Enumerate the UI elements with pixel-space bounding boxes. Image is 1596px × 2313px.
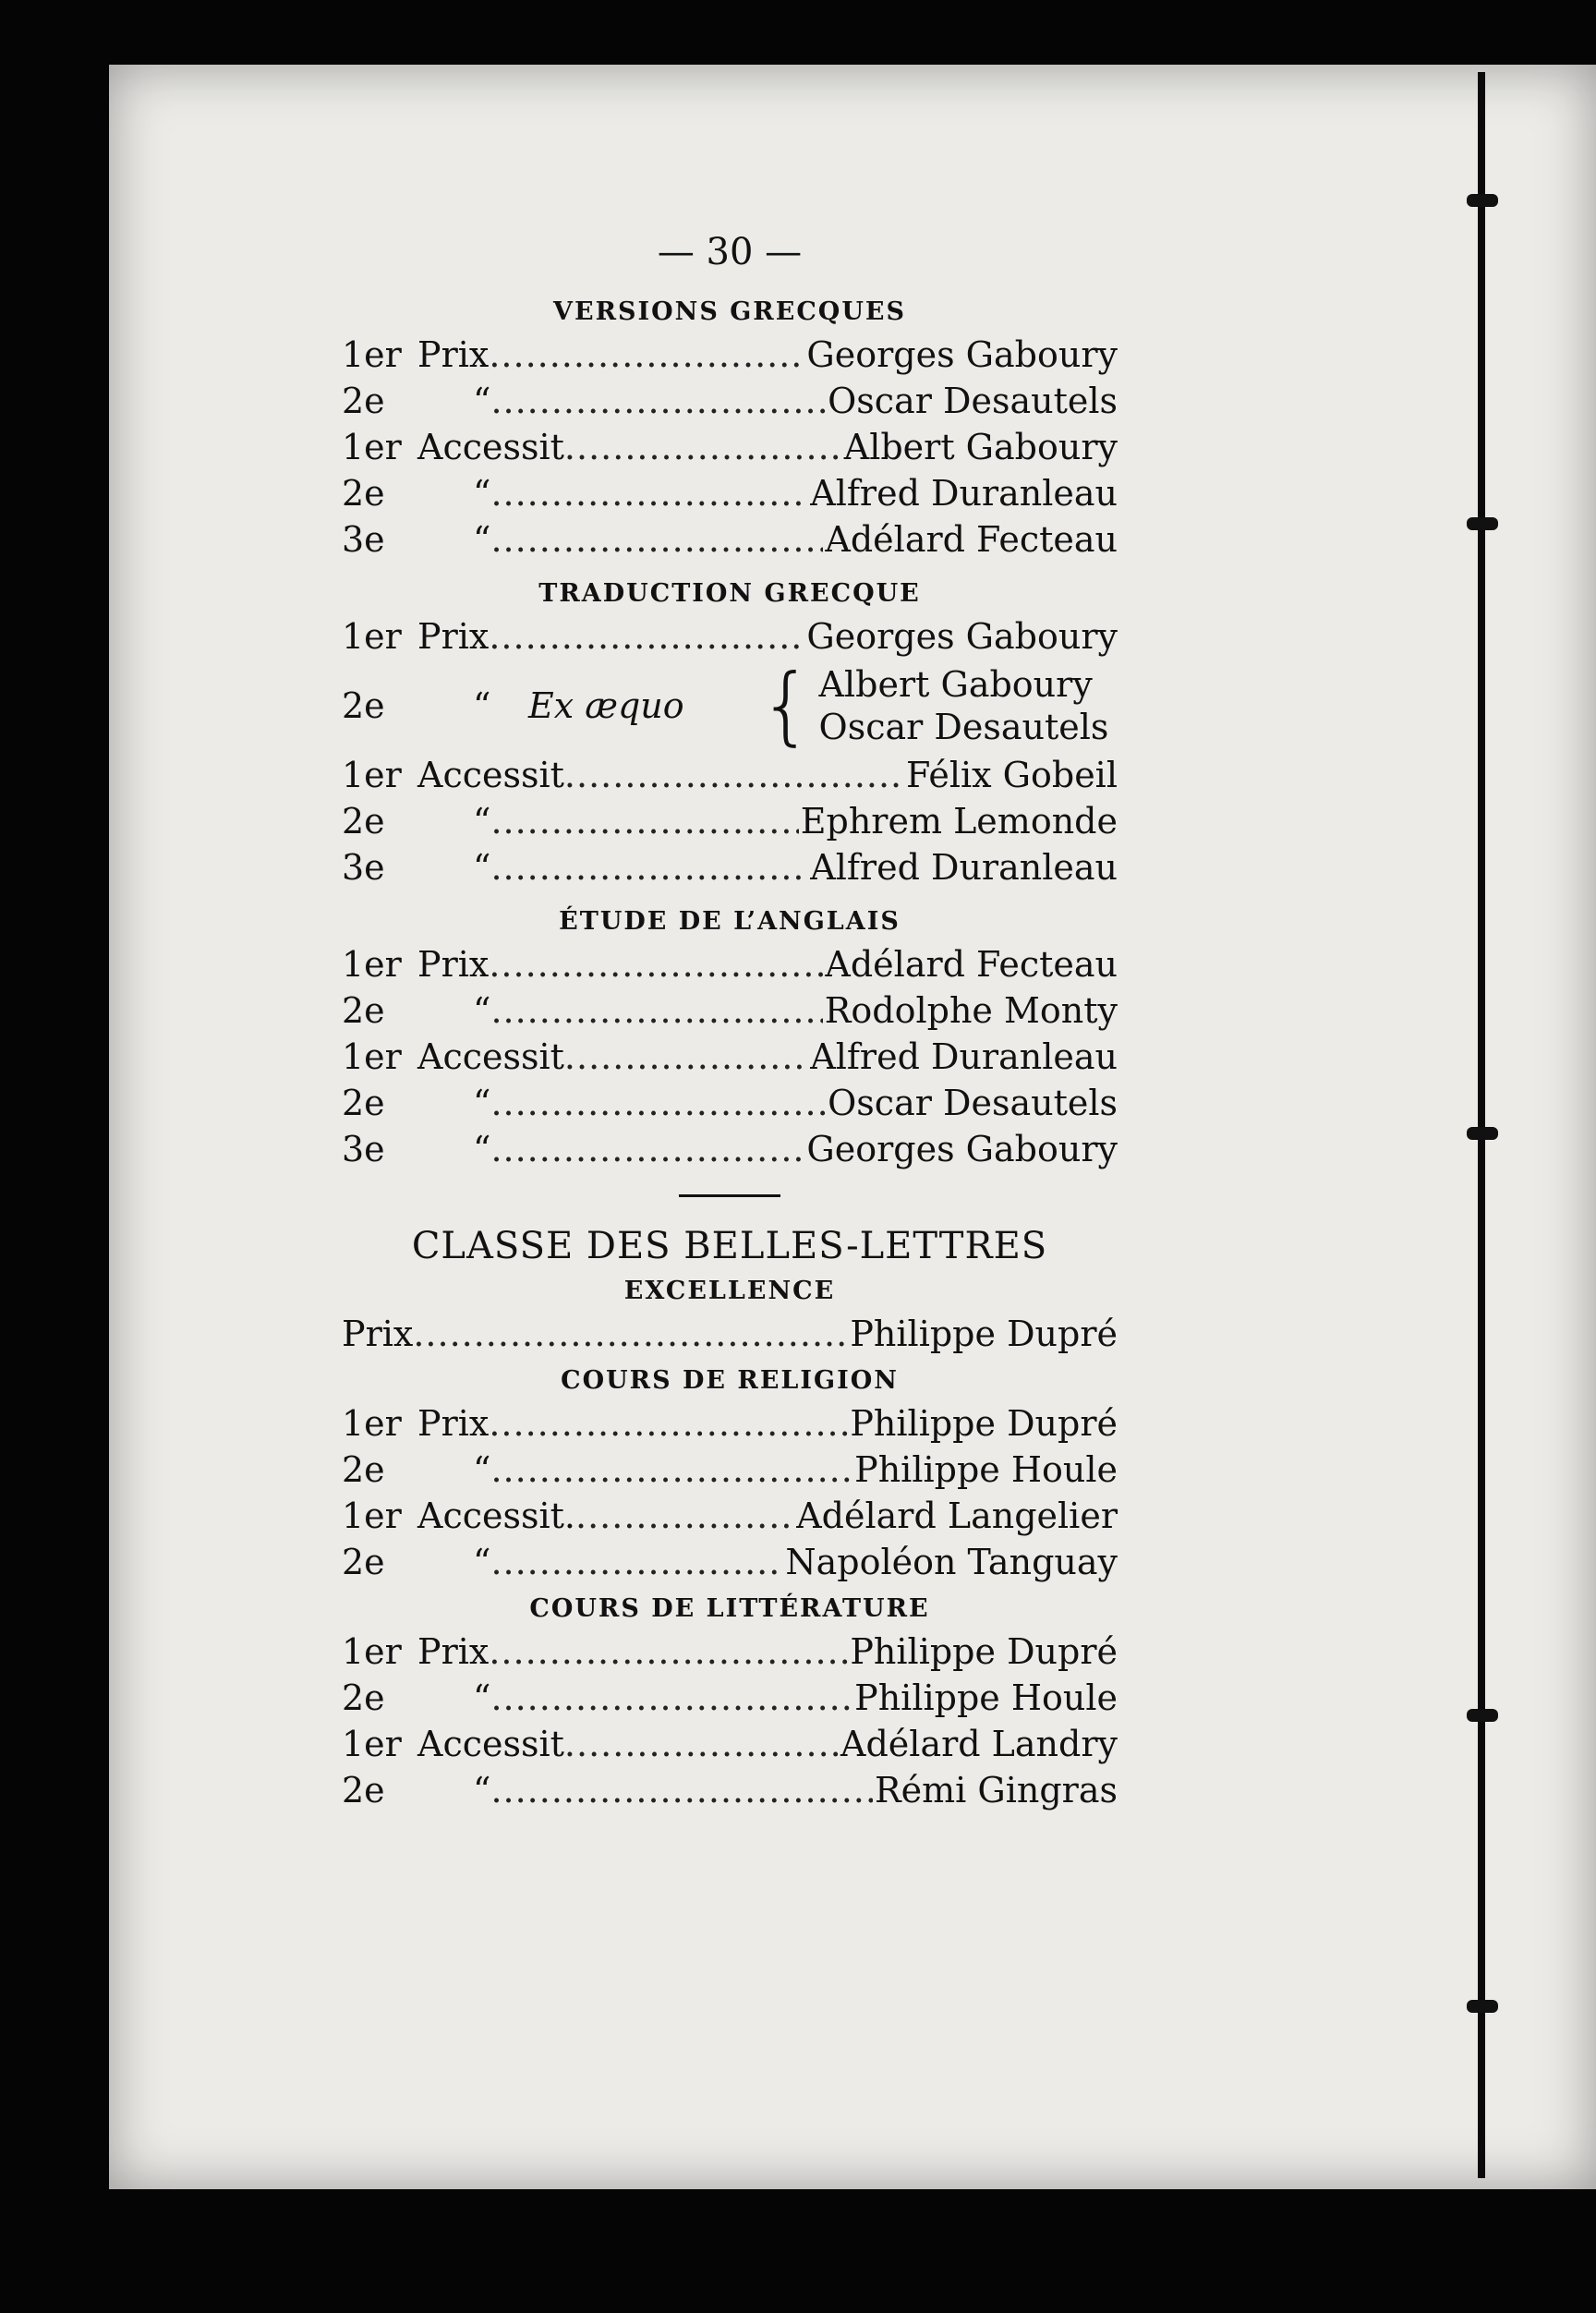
- prize-entry: [342, 1539, 1118, 1585]
- student-name: Philippe Houle: [854, 1449, 1118, 1490]
- award: Accessit: [417, 1724, 564, 1764]
- rank: 2e: [342, 1677, 385, 1718]
- award: “: [473, 1129, 491, 1169]
- award: Accessit: [417, 427, 564, 467]
- leader-dots: [490, 1675, 852, 1721]
- award: “: [473, 519, 491, 560]
- prize-entry: [342, 613, 1118, 660]
- prize-entry: [342, 1034, 1118, 1080]
- leader-dots: [490, 1126, 804, 1172]
- section-title: EXCELLENCE: [623, 1277, 836, 1305]
- award: “: [473, 847, 491, 888]
- award: “: [473, 1083, 491, 1123]
- section-title: COURS DE LITTÉRATURE: [529, 1594, 930, 1623]
- award: “: [473, 801, 491, 842]
- award: “: [473, 685, 491, 726]
- award: “: [473, 1770, 491, 1810]
- award: Accessit: [417, 755, 564, 795]
- student-name: Alfred Duranleau: [810, 1036, 1118, 1077]
- prize-entry: [342, 941, 1118, 987]
- rank: 1er: [342, 616, 402, 657]
- leader-dots: [490, 1539, 783, 1585]
- ex-aequo-label: Ex æquo: [528, 685, 684, 726]
- student-name: Albert Gaboury: [843, 427, 1118, 467]
- leader-dots: [490, 844, 808, 890]
- rank: 1er: [342, 1631, 402, 1672]
- leader-dots: [490, 1767, 873, 1813]
- prize-entry: [342, 798, 1118, 844]
- student-name: Georges Gaboury: [806, 1129, 1118, 1169]
- binding-knot: [1467, 1127, 1498, 1140]
- award: Prix: [417, 1631, 490, 1672]
- award: “: [473, 381, 491, 421]
- rank: 1er: [342, 334, 402, 375]
- leader-dots: [575, 1493, 794, 1539]
- award: “: [473, 990, 491, 1031]
- prize-entry: [342, 332, 1118, 378]
- rank: 1er: [342, 1036, 402, 1077]
- award: Prix: [342, 1314, 414, 1354]
- leader-dots: [564, 1721, 839, 1767]
- leader-dots: [490, 1080, 826, 1126]
- prize-entry: [342, 1311, 1118, 1357]
- prize-entry: [342, 1493, 1118, 1539]
- binding-knot: [1467, 2000, 1498, 2013]
- award: “: [473, 1542, 491, 1582]
- student-name: Philippe Dupré: [850, 1403, 1118, 1444]
- rank: 3e: [342, 1129, 385, 1169]
- student-name: Félix Gobeil: [906, 755, 1118, 795]
- section-title: VERSIONS GRECQUES: [553, 297, 906, 326]
- page-content: [342, 231, 1118, 1813]
- leader-dots: [490, 1447, 852, 1493]
- leader-dots: [490, 470, 808, 516]
- section-title: ÉTUDE DE L’ANGLAIS: [559, 907, 901, 936]
- prize-entry: [342, 1126, 1118, 1172]
- prize-entry: [342, 1675, 1118, 1721]
- award: “: [473, 1677, 491, 1718]
- prize-entry: [342, 1767, 1118, 1813]
- award: Prix: [417, 616, 490, 657]
- rank: 2e: [342, 1542, 385, 1582]
- rank: 1er: [342, 427, 402, 467]
- leader-dots: [490, 378, 826, 424]
- rank: 2e: [342, 1770, 385, 1810]
- award: Prix: [417, 944, 490, 985]
- leader-dots: [564, 424, 842, 470]
- section-divider: [679, 1194, 780, 1197]
- rank: 1er: [342, 1724, 402, 1764]
- rank: 1er: [342, 944, 402, 985]
- prize-entry: [342, 470, 1118, 516]
- rank: 2e: [342, 1083, 385, 1123]
- leader-dots: [489, 941, 823, 987]
- class-title: CLASSE DES BELLES-LETTRES: [411, 1225, 1048, 1267]
- student-name: Rodolphe Monty: [824, 990, 1118, 1031]
- student-name: Philippe Dupré: [850, 1314, 1118, 1354]
- leader-dots: [489, 1400, 848, 1447]
- rank: 2e: [342, 381, 385, 421]
- prize-entry: [342, 516, 1118, 563]
- rank: 1er: [342, 1403, 402, 1444]
- leader-dots: [489, 1629, 848, 1675]
- prize-entry: [342, 752, 1118, 798]
- leader-dots: [490, 516, 823, 563]
- binding-thread: [1478, 72, 1485, 2178]
- rank: 3e: [342, 519, 385, 560]
- award: Prix: [417, 334, 490, 375]
- prize-entry: [342, 1629, 1118, 1675]
- binding-knot: [1467, 517, 1498, 530]
- student-name: Oscar Desautels: [828, 381, 1118, 421]
- prize-entry: [342, 1080, 1118, 1126]
- prize-entry: [342, 1721, 1118, 1767]
- award: Accessit: [417, 1036, 564, 1077]
- leader-dots: [490, 798, 798, 844]
- student-name: Oscar Desautels: [818, 707, 1109, 747]
- student-name: Philippe Dupré: [850, 1631, 1118, 1672]
- student-name: Napoléon Tanguay: [785, 1542, 1118, 1582]
- rank: 2e: [342, 990, 385, 1031]
- student-name: Ephrem Lemonde: [800, 801, 1118, 842]
- ex-aequo-names: [819, 663, 1109, 748]
- prize-entry: [342, 844, 1118, 890]
- section-title: COURS DE RELIGION: [561, 1366, 899, 1395]
- award: “: [473, 1449, 491, 1490]
- student-name: Alfred Duranleau: [810, 847, 1118, 888]
- rank: 3e: [342, 847, 385, 888]
- section-title: TRADUCTION GRECQUE: [538, 579, 921, 608]
- leader-dots: [490, 987, 822, 1034]
- rank: 2e: [342, 473, 385, 514]
- student-name: Philippe Houle: [854, 1677, 1118, 1718]
- award: “: [473, 473, 491, 514]
- leader-dots: [413, 1311, 848, 1357]
- prize-entry: [342, 424, 1118, 470]
- rank: 2e: [342, 685, 385, 726]
- student-name: Alfred Duranleau: [810, 473, 1118, 514]
- award: Prix: [417, 1403, 490, 1444]
- binding-knot: [1467, 194, 1498, 207]
- rank: 2e: [342, 1449, 385, 1490]
- student-name: Rémi Gingras: [875, 1770, 1118, 1810]
- student-name: Albert Gaboury: [818, 664, 1093, 705]
- page-number: — 30 —: [657, 231, 803, 273]
- student-name: Georges Gaboury: [806, 334, 1118, 375]
- student-name: Adélard Langelier: [796, 1496, 1118, 1536]
- student-name: Georges Gaboury: [806, 616, 1118, 657]
- leader-dots: [489, 332, 804, 378]
- leader-dots: [489, 613, 804, 660]
- award: Accessit.: [417, 1496, 575, 1536]
- student-name: Adélard Landry: [840, 1724, 1118, 1764]
- rank: 1er: [342, 755, 402, 795]
- brace-glyph: {: [759, 656, 814, 755]
- prize-entry: [342, 1447, 1118, 1493]
- leader-dots: [564, 752, 904, 798]
- rank: 1er: [342, 1496, 402, 1536]
- student-name: Adélard Fecteau: [825, 944, 1118, 985]
- binding-knot: [1467, 1709, 1498, 1722]
- ex-aequo-entry: [342, 656, 1118, 755]
- prize-entry: [342, 987, 1118, 1034]
- prize-entry: [342, 378, 1118, 424]
- leader-dots: [564, 1034, 808, 1080]
- rank: 2e: [342, 801, 385, 842]
- student-name: Adélard Fecteau: [825, 519, 1118, 560]
- student-name: Oscar Desautels: [828, 1083, 1118, 1123]
- prize-entry: [342, 1400, 1118, 1447]
